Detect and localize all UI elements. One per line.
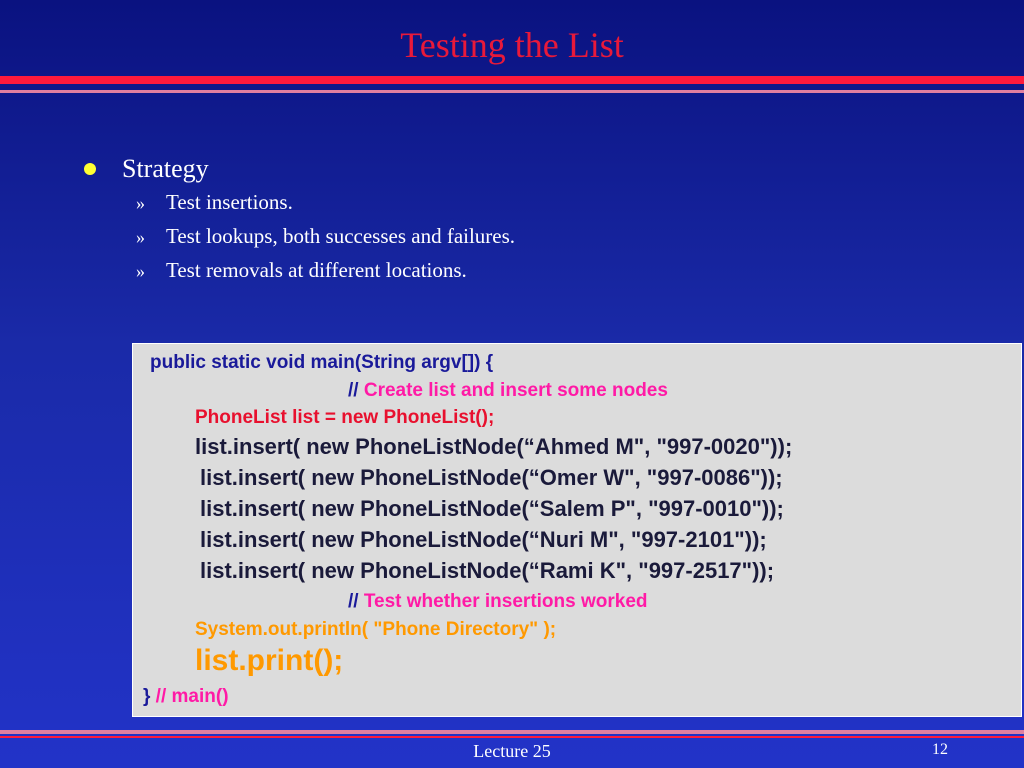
slide-title: Testing the List (400, 25, 624, 65)
code-line-insert: list.insert( new PhoneListNode(“Nuri M", "997-2101")); (200, 527, 767, 552)
comment-text: Create list and insert some nodes (363, 380, 668, 401)
bullet-dot-icon (84, 163, 96, 175)
title-rule-pink (0, 90, 1024, 93)
code-line-main-signature: public static void main(String argv[]) { (150, 352, 494, 373)
code-line-declaration: PhoneList list = new PhoneList(); (195, 407, 495, 428)
comment-text: Test whether insertions worked (363, 591, 648, 612)
code-line-insert: list.insert( new PhoneListNode(“Rami K", "997-2517")); (200, 558, 775, 583)
footer-lecture: Lecture 25 (473, 741, 551, 761)
code-line-insert: list.insert( new PhoneListNode(“Omer W", "997-0086")); (200, 465, 783, 490)
title-rule-red (0, 76, 1024, 84)
code-line-println: System.out.println( "Phone Directory" ); (195, 619, 557, 640)
sub-bullet-text: Test removals at different locations. (166, 258, 467, 282)
code-comment-test (348, 591, 648, 613)
close-brace: } (143, 686, 151, 707)
sub-bullet (136, 190, 515, 218)
sub-bullet-marker: » (136, 193, 145, 213)
code-line-insert: list.insert( new PhoneListNode(“Salem P", "997-0010")); (200, 496, 784, 521)
sub-bullet-marker: » (136, 261, 145, 281)
comment-slashes: // (348, 380, 364, 401)
footer-rule-pink (0, 730, 1024, 734)
comment-slashes: // (348, 591, 364, 612)
code-box (132, 343, 1022, 717)
sub-bullet-marker: » (136, 227, 145, 247)
code-comment-create (348, 380, 668, 402)
code-line-print: list.print(); (195, 644, 344, 677)
bullet-main (84, 154, 515, 184)
code-line-close (143, 686, 229, 708)
sub-bullet (136, 258, 515, 286)
code-line-insert: list.insert( new PhoneListNode(“Ahmed M", "997-0020")); (195, 434, 793, 459)
sub-bullet (136, 224, 515, 252)
footer-rule-red (0, 736, 1024, 738)
bullet-list (84, 154, 515, 286)
sub-bullet-text: Test lookups, both successes and failures. (166, 224, 516, 248)
sub-bullet-text: Test insertions. (166, 190, 293, 214)
bullet-main-text: Strategy (122, 154, 209, 183)
close-comment: // main() (150, 686, 229, 707)
page-number: 12 (932, 741, 948, 758)
